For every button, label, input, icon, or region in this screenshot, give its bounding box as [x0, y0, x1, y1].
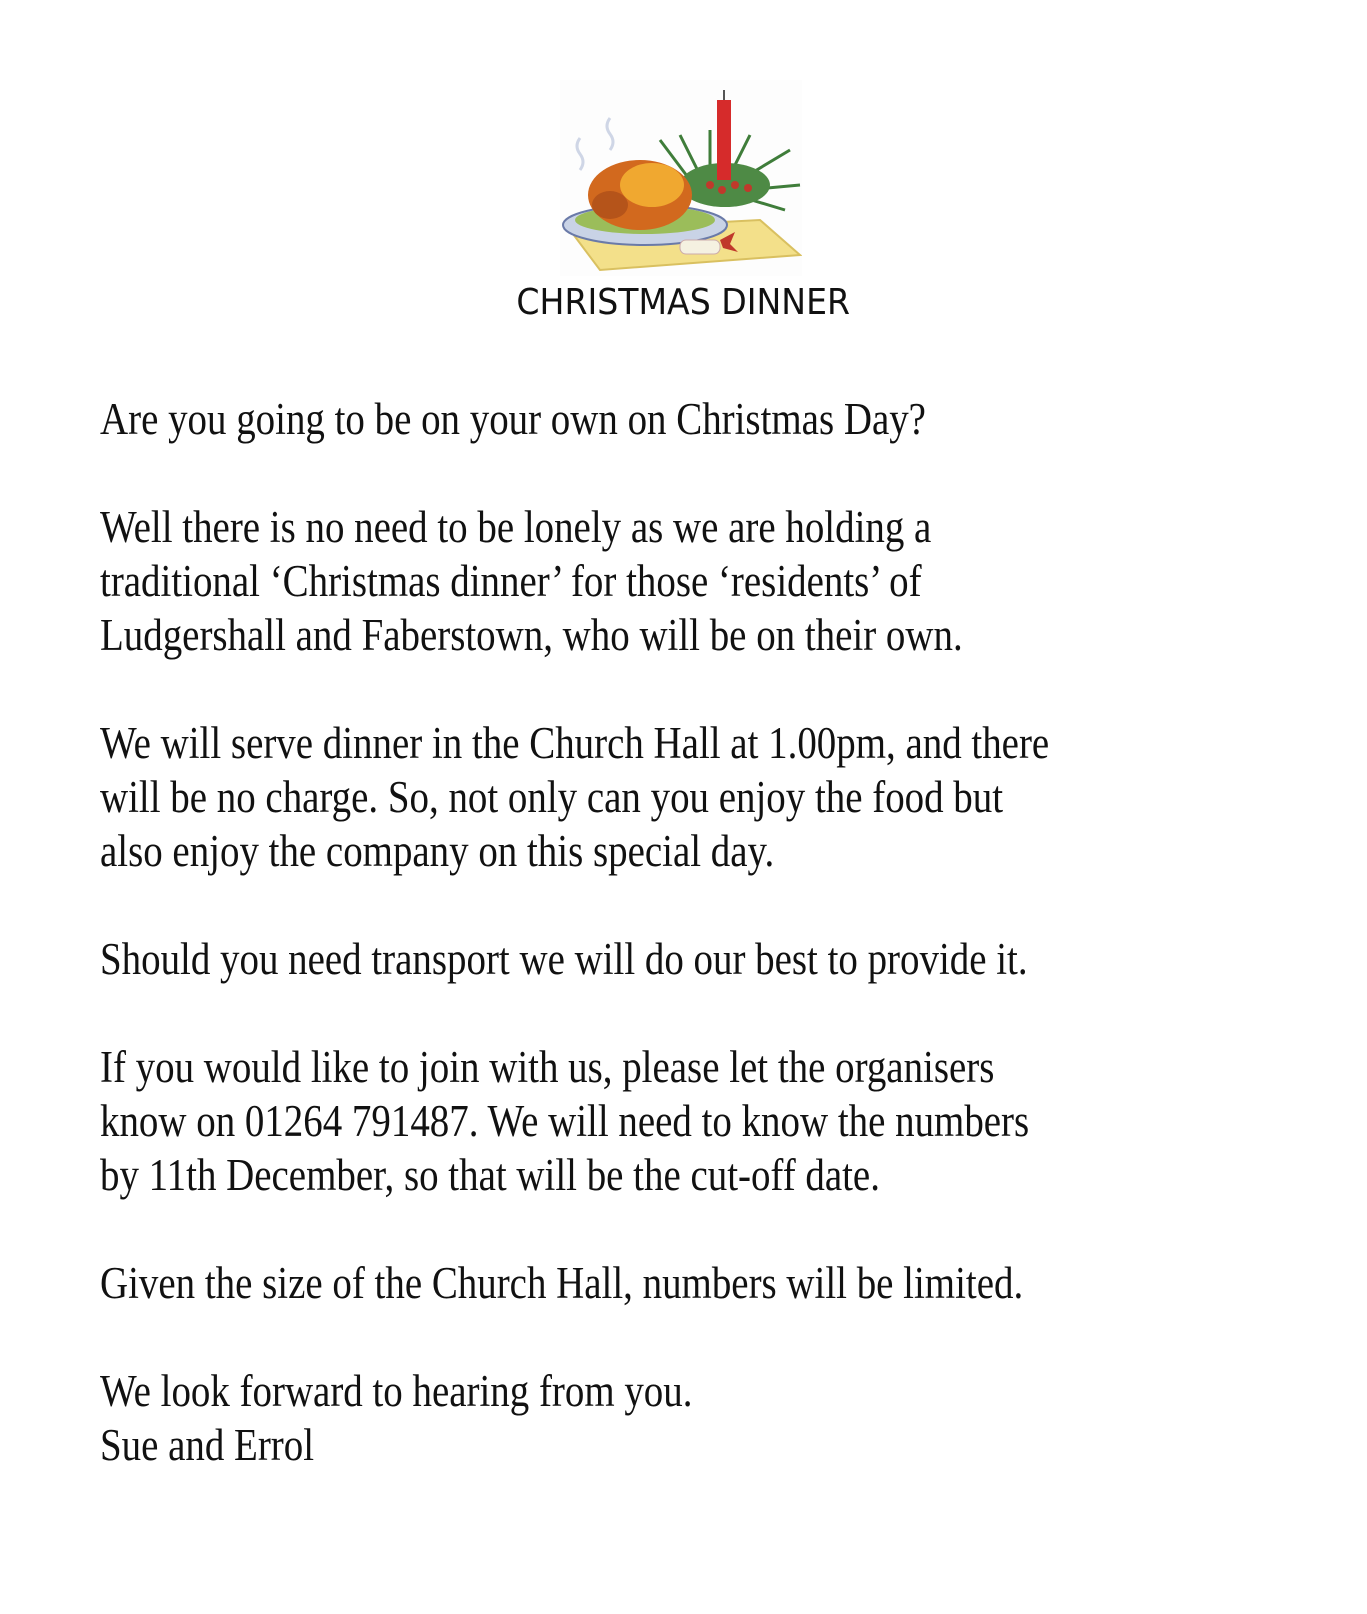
roast-turkey-icon — [560, 80, 802, 276]
signature: Sue and Errol — [100, 1420, 315, 1470]
text-line: We look forward to hearing from you. — [100, 1366, 693, 1416]
letter-body — [100, 392, 1225, 1472]
text-line: Should you need transport we will do our best to provide it. — [100, 934, 1028, 984]
candle-icon — [717, 100, 731, 180]
christmas-dinner-illustration — [560, 80, 802, 276]
paragraph-invitation — [100, 500, 1225, 662]
text-line: Ludgershall and Faberstown, who will be on their own. — [100, 610, 963, 660]
text-line: Are you going to be on your own on Christmas Day? — [100, 394, 926, 444]
paragraph-question — [100, 392, 1225, 446]
text-line: by 11th December, so that will be the cut-off date. — [100, 1150, 880, 1200]
paragraph-transport — [100, 932, 1225, 986]
paragraph-closing — [100, 1364, 1225, 1472]
text-line: If you would like to join with us, please let the organisers — [100, 1042, 995, 1092]
text-line: will be no charge. So, not only can you enjoy the food but — [100, 772, 1004, 822]
text-line: We will serve dinner in the Church Hall at 1.00pm, and there — [100, 718, 1050, 768]
page-title: CHRISTMAS DINNER — [516, 282, 851, 323]
text-line: also enjoy the company on this special day. — [100, 826, 775, 876]
text-line: know on 01264 791487. We will need to know the numbers — [100, 1096, 1030, 1146]
paragraph-capacity — [100, 1256, 1225, 1310]
paragraph-details — [100, 716, 1225, 878]
text-line: Well there is no need to be lonely as we are holding a — [100, 502, 932, 552]
text-line: traditional ‘Christmas dinner’ for those ‘residents’ of — [100, 556, 922, 606]
text-line: Given the size of the Church Hall, numbers will be limited. — [100, 1258, 1024, 1308]
paragraph-contact — [100, 1040, 1225, 1202]
